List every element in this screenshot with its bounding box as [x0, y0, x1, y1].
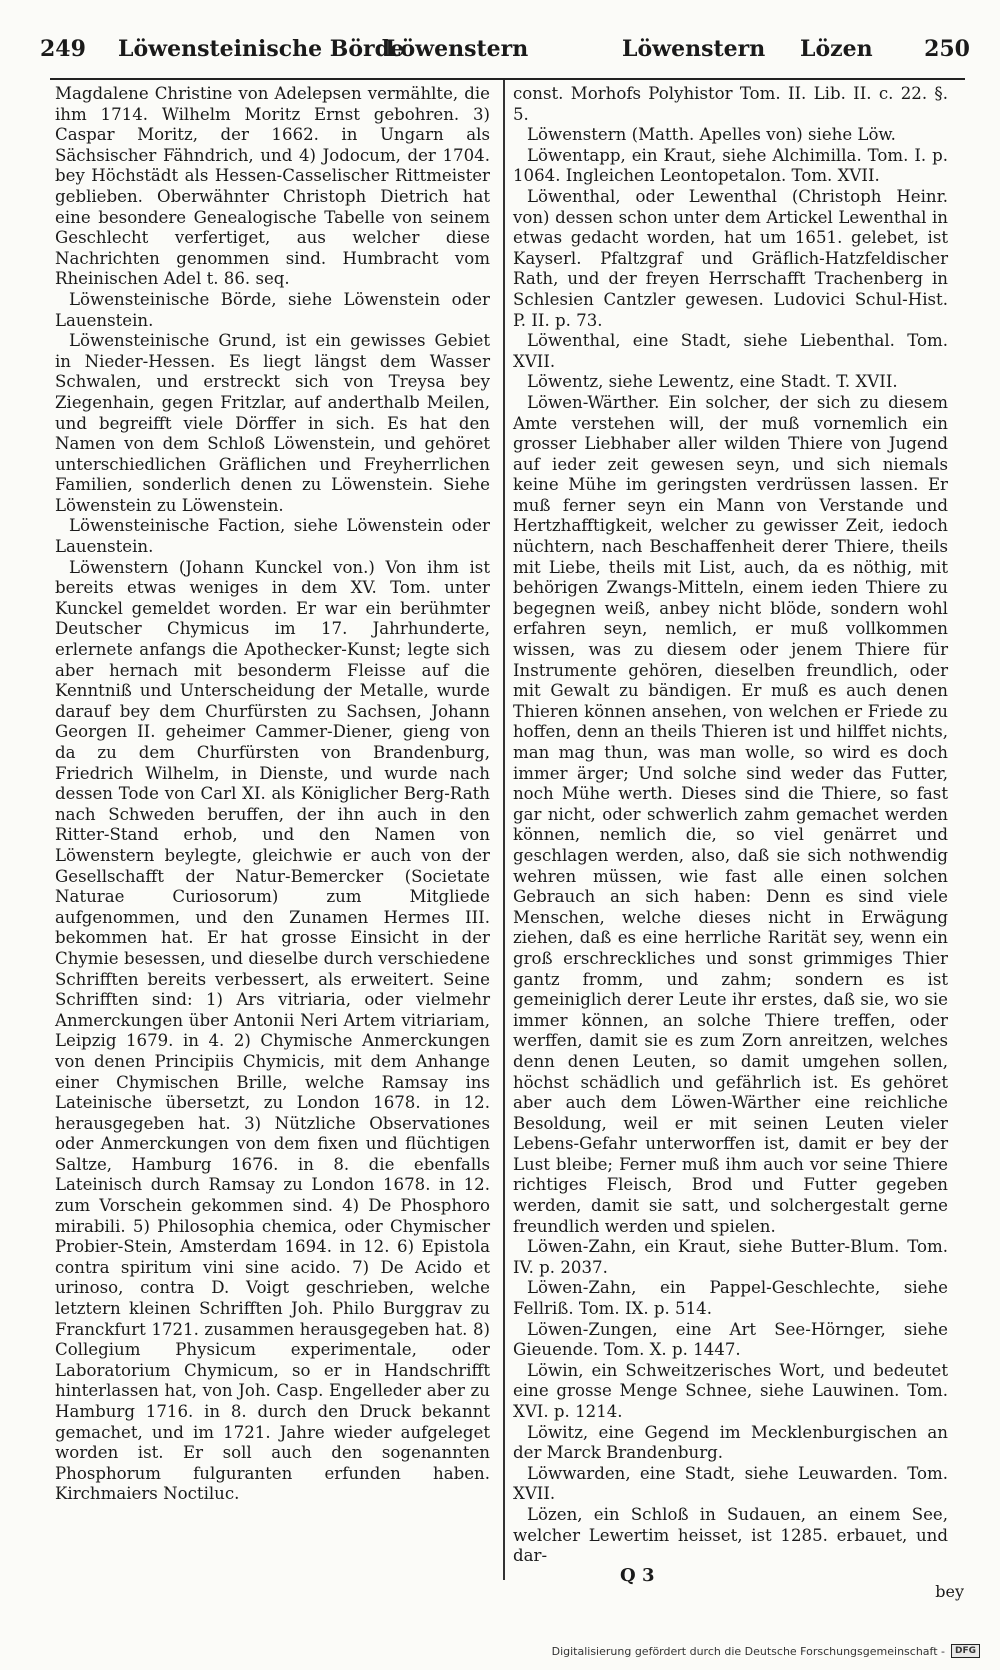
- paragraph: Löwensteinische Faction, siehe Löwenstein oder Lauenstein.: [55, 516, 490, 557]
- signature-mark: Q 3: [620, 1565, 655, 1586]
- paragraph: Lözen, ein Schloß in Sudauen, an einem See, welcher Lewertim heisset, ist 1285. erbauet, und dar-: [513, 1504, 948, 1566]
- paragraph: Magdalene Christine von Adelepsen vermählte, die ihm 1714. Wilhelm Moritz Ernst gebohren. 3) Caspar Moritz, der 1662. in Ungarn als Sächsischer Fähndrich, und 4) Jodocum, der 1704. bey Höchstädt als Hessen-Casselischer Rittmeister geblieben. Oberwähnter Christoph Dietrich hat eine besondere Genealogische Tabelle von seinem Geschlecht verfertiget, aus welcher diese Nachrichten genommen sind. Humbracht vom Rheinischen Adel t. 86. seq.: [55, 84, 490, 289]
- paragraph: Löwenstern (Johann Kunckel von.) Von ihm ist bereits etwas weniges in dem XV. Tom. unter Kunckel gemeldet worden. Er war ein berühmter Deutscher Chymicus im 17. Jahrhunderte, erlernete anfangs die Apothecker-Kunst; legte sich aber hernach mit besonderm Fleisse auf die Kenntniß und Unterscheidung der Metalle, wurde darauf bey dem Churfürsten zu Sachsen, Johann Georgen II. geheimer Cammer-Diener, gieng von da zu dem Churfürsten von Brandenburg, Friedrich Wilhelm, in Dienste, und wurde nach dessen Tode von Carl XI. als Königlicher Berg-Rath nach Schweden beruffen, der ihn auch in den Ritter-Stand erhob, und den Namen von Löwenstern beylegte, gleichwie er auch von der Gesellschafft der Natur-Bemercker (Societate Naturae Curiosorum) zum Mitgliede aufgenommen, und den Zunamen Hermes III. bekommen hat. Er hat grosse Einsicht in der Chymie besessen, und dieselbe durch verschiedene Schrifften bereits verbessert, als erweitert. Seine Schrifften sind: 1) Ars vitriaria, oder vielmehr Anmerckungen über Antonii Neri Artem vitriariam, Leipzig 1679. in 4. 2) Chymische Anmerckungen von denen Principiis Chymicis, mit dem Anhange einer Chymischen Brille, welche Ramsay ins Lateinische übersetzt, zu London 1678. in 12. herausgegeben hat. 3) Nützliche Observationes oder Anmerckungen von dem fixen und flüchtigen Saltze, Hamburg 1676. in 8. die ebenfalls Lateinisch durch Ramsay zu London 1678. in 12. zum Vorschein gekommen sind. 4) De Phosphoro mirabili. 5) Philosophia chemica, oder Chymischer Probier-Stein, Amsterdam 1694. in 12. 6) Epistola contra spiritum vini sine acido. 7) De Acido et urinoso, contra D. Voigt geschrieben, welche letztern kleinen Schrifften Joh. Philo Burggrav zu Franckfurt 1721. zusammen herausgegeben hat. 8) Collegium Physicum experimentale, oder Laboratorium Chymicum, so er in Handschrifft hinterlassen hat, von Joh. Casp. Engelleder aber zu Hamburg 1716. in 8. durch den Druck bekannt gemachet, und im 1721. Jahre wieder aufgeleget worden ist. Er soll auch den sogenannten Phosphorum fulguranten erfunden haben. Kirchmaiers Noctiluc.: [55, 557, 490, 1504]
- paragraph: Löwensteinische Grund, ist ein gewisses Gebiet in Nieder-Hessen. Es liegt längst dem Wasser Schwalen, und erstreckt sich von Treysa bey Ziegenhain, gegen Fritzlar, auf anderthalb Meilen, und begreifft viele Dörffer in sich. Es hat den Namen von dem Schloß Löwenstein, und gehöret unterschiedlichen Gräflichen und Freyherrlichen Familien, sonderlich denen zu Löwenstein. Siehe Löwenstein zu Löwenstein.: [55, 331, 490, 515]
- running-head-right-2: Lözen: [800, 36, 873, 62]
- paragraph: Löwentapp, ein Kraut, siehe Alchimilla. Tom. I. p. 1064. Ingleichen Leontopetalon. Tom. XVII.: [513, 145, 948, 186]
- right-column: [513, 84, 948, 1567]
- paragraph: Löwenthal, oder Lewenthal (Christoph Heinr. von) dessen schon unter dem Artickel Lewenthal in etwas gedacht worden, hat um 1651. gelebet, ist Kayserl. Pfaltzgraf und Gräflich-Hatzfeldischer Rath, und der freyen Herrschafft Trachenberg in Schlesien Cantzler gewesen. Ludovici Schul-Hist. P. II. p. 73.: [513, 186, 948, 330]
- paragraph: const. Morhofs Polyhistor Tom. II. Lib. II. c. 22. §. 5.: [513, 84, 948, 124]
- paragraph: Löwitz, eine Gegend im Mecklenburgischen an der Marck Brandenburg.: [513, 1422, 948, 1463]
- paragraph: Löwen-Zahn, ein Pappel-Geschlechte, siehe Fellriß. Tom. IX. p. 514.: [513, 1278, 948, 1319]
- paragraph: Löwwarden, eine Stadt, siehe Leuwarden. Tom. XVII.: [513, 1463, 948, 1504]
- dfg-logo: DFG: [951, 1644, 980, 1658]
- left-column: [55, 84, 490, 1505]
- running-head-left-2: Löwenstern: [385, 36, 529, 62]
- page-number-right: 250: [924, 36, 970, 62]
- paragraph: Löwin, ein Schweitzerisches Wort, und bedeutet eine grosse Menge Schnee, siehe Lauwinen. Tom. XVI. p. 1214.: [513, 1360, 948, 1421]
- catchword: bey: [935, 1582, 964, 1601]
- paragraph: Löwensteinische Börde, siehe Löwenstein oder Lauenstein.: [55, 289, 490, 330]
- running-head-right-1: Löwenstern: [622, 36, 766, 62]
- paragraph: Löwenthal, eine Stadt, siehe Liebenthal. Tom. XVII.: [513, 331, 948, 371]
- paragraph: Löwen-Zahn, ein Kraut, siehe Butter-Blum. Tom. IV. p. 2037.: [513, 1237, 948, 1277]
- paragraph: Löwen-Wärther. Ein solcher, der sich zu diesem Amte verstehen will, der muß vornemlich ein grosser Liebhaber aller wilden Thiere von Jugend auf ieder zeit gewesen seyn, und sich niemals keine Mühe im geringsten verdrüssen lassen. Er muß ferner seyn ein Mann von Verstande und Hertzhafftigkeit, welcher zu gewisser Zeit, iedoch nüchtern, nach Beschaffenheit derer Thiere, theils mit Liebe, theils mit List, auch, da es nöthig, mit behörigen Zwangs-Mitteln, einem ieden Thiere zu begegnen weiß, anbey nicht blöde, sondern wohl erfahren seyn, nemlich, er muß vollkommen wissen, was zu diesem oder jenem Thiere für Instrumente gehören, dieselben freundlich, oder mit Gewalt zu bändigen. Er muß es auch denen Thieren können ansehen, von welchen er Friede zu hoffen, denn an theils Thieren ist und hilffet nichts, man mag thun, was man wolle, so wird es doch immer ärger; Und solche sind weder das Futter, noch Mühe werth. Dieses sind die Thiere, so fast gar nicht, oder schwerlich zahm gemachet werden können, nemlich die, so viel genärret und geschlagen werden, also, daß sie sich nothwendig wehren müssen, wie fast alle einen solchen Gebrauch an sich haben: Denn es sind viele Menschen, welche dieses nicht in Erwägung ziehen, daß es eine herrliche Rarität sey, wenn ein groß erschreckliches und sonst grimmiges Thier gantz fromm, und zahm; sondern es ist gemeiniglich derer Leute ihr erstes, daß sie, wo sie immer können, an solche Thiere treffen, oder werffen, damit sie es zum Zorn anreitzen, welches denn denen Leuten, so damit umgehen sollen, höchst schädlich und gefährlich ist. Es gehöret aber auch dem Löwen-Wärther eine reichliche Besoldung, weil er mit seinen Leuten vieler Lebens-Gefahr unterworffen ist, damit er bey der Lust bleibe; Ferner muß ihm auch vor seine Thiere richtiges Fleisch, Brod und Futter gegeben werden, damit sie satt, und solchergestalt gerne freundlich werden und spielen.: [513, 392, 948, 1236]
- header-rule: [50, 78, 965, 80]
- page-number-left: 249: [40, 36, 86, 62]
- footer-text: Digitalisierung gefördert durch die Deutsche Forschungsgemeinschaft -: [551, 1644, 945, 1658]
- page-header: [40, 36, 970, 76]
- paragraph: Löwentz, siehe Lewentz, eine Stadt. T. XVII.: [527, 372, 898, 392]
- digitization-footer: [552, 1644, 980, 1658]
- column-divider: [503, 80, 505, 1580]
- running-head-left-1: Löwensteinische Börde: [118, 36, 404, 62]
- paragraph: Löwen-Zungen, eine Art See-Hörnger, siehe Gieuende. Tom. X. p. 1447.: [513, 1319, 948, 1360]
- paragraph: Löwenstern (Matth. Apelles von) siehe Löw.: [527, 125, 896, 145]
